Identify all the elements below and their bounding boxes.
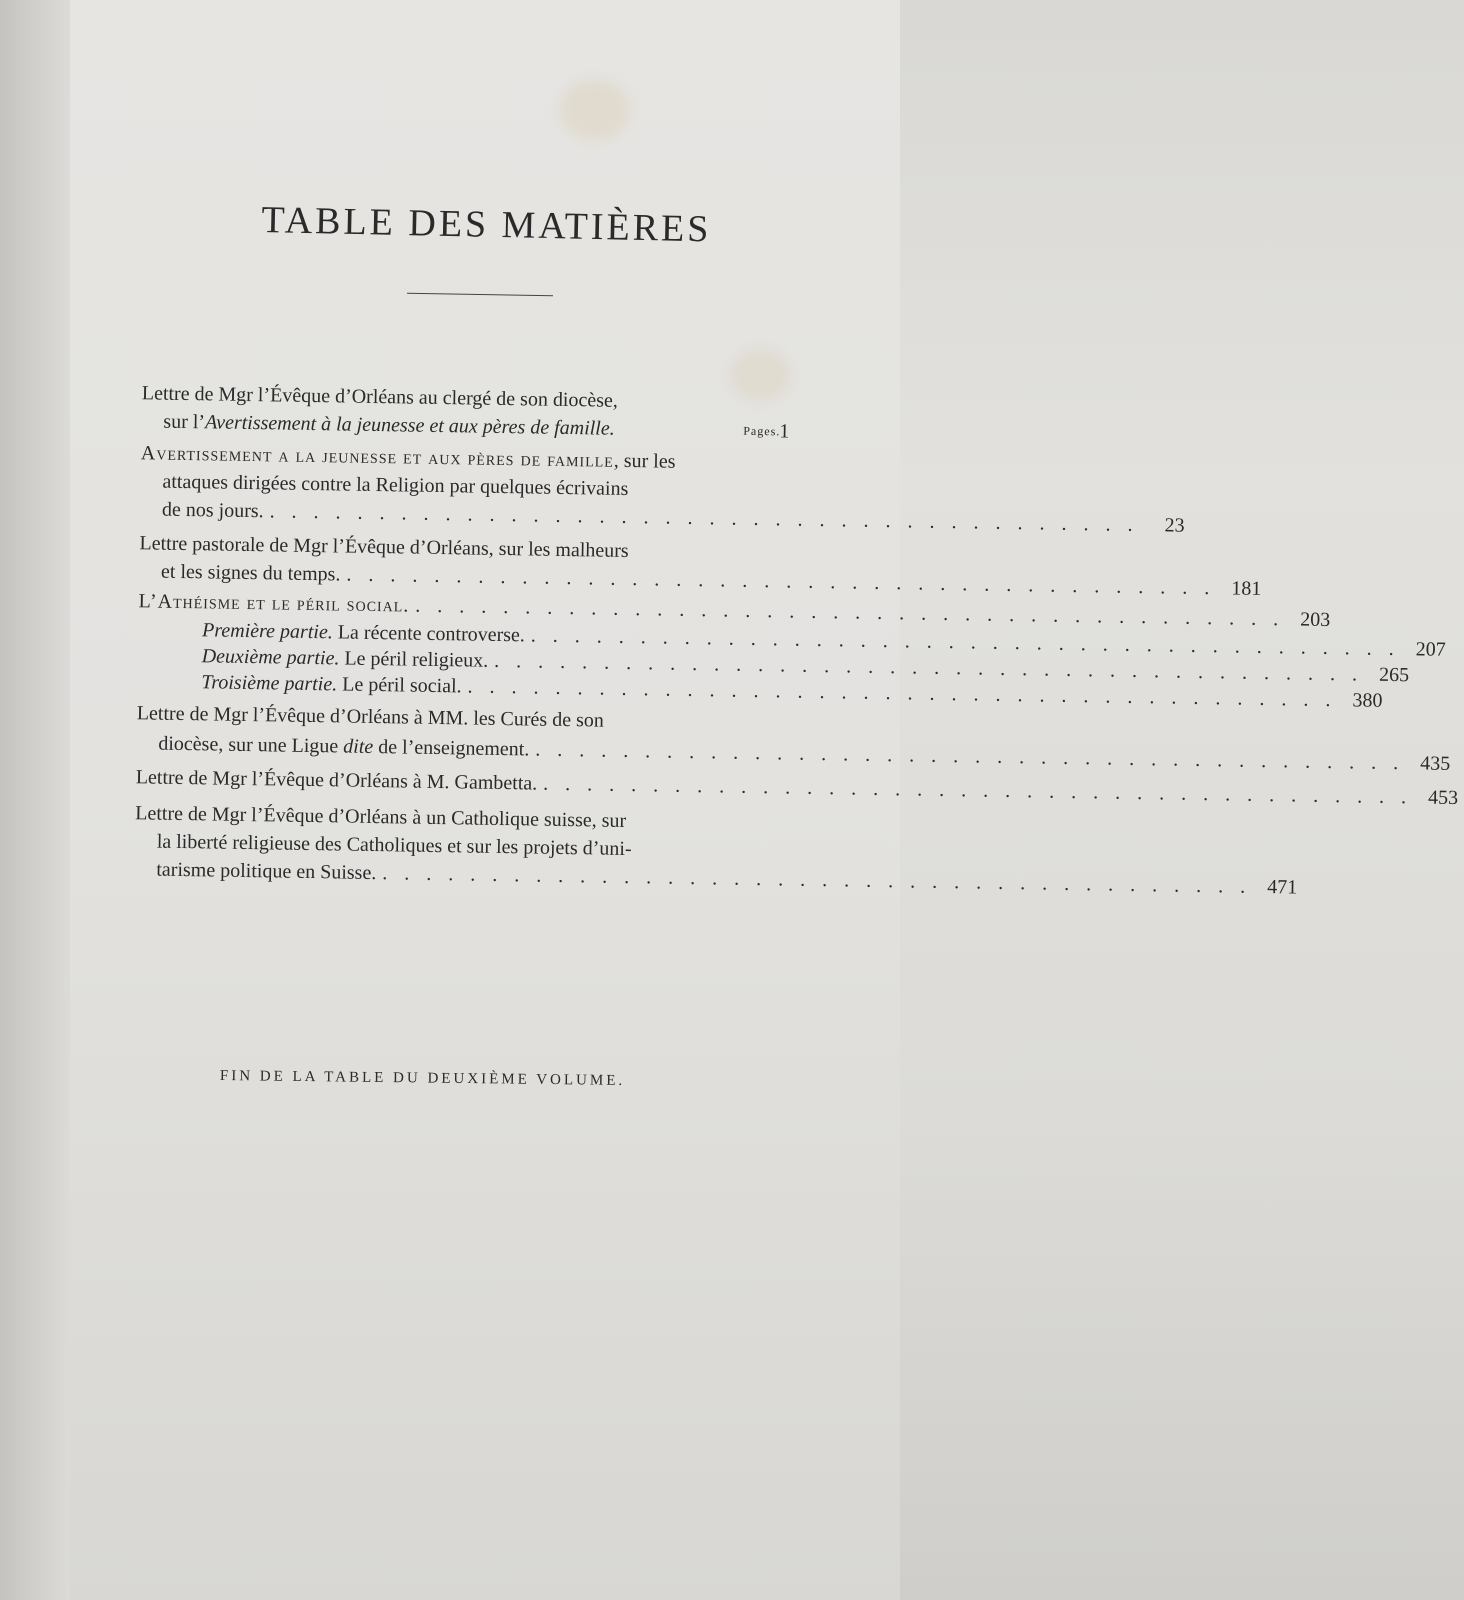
toc-entry-line: Lettre de Mgr l’Évêque d’Orléans au clergé de son diocèse, <box>141 382 619 412</box>
toc-entry-line: diocèse, sur une Ligue dite de l’enseignement. . . . . . . . . . . . . . . . . . . . . . . . . . . . . . . . . . . . . . . . . 435 <box>158 732 1451 775</box>
toc-entry-line: et les signes du temps. . . . . . . . . . . . . . . . . . . . . . . . . . . . . . . . . . . . . . . . . 181 <box>160 560 1262 600</box>
toc-page-number: 203 <box>1300 608 1331 632</box>
toc-entry-line: Deuxième partie. Le péril religieux. . . . . . . . . . . . . . . . . . . . . . . . . . . . . . . . . . . . . . . . . 265 <box>201 645 1410 687</box>
toc-entry-line: Première partie. La récente controverse. . . . . . . . . . . . . . . . . . . . . . . . . . . . . . . . . . . . . . . . . 207 <box>201 619 1446 661</box>
toc-page-number: 207 <box>1415 638 1446 661</box>
toc-entry-line: Lettre de Mgr l’Évêque d’Orléans à M. Gambetta. . . . . . . . . . . . . . . . . . . . . . . . . . . . . . . . . . . . . . . . . 453 <box>135 766 1459 810</box>
toc-page-number: 435 <box>1420 752 1451 775</box>
toc-entry-line: Avertissement a la jeunesse et aux pères de famille, sur les <box>140 442 676 473</box>
toc-page-number: 181 <box>1231 577 1262 600</box>
toc-entry-line: Lettre pastorale de Mgr l’Évêque d’Orléans, sur les malheurs <box>139 532 629 562</box>
table-end-note: FIN DE LA TABLE DU DEUXIÈME VOLUME. <box>219 1068 626 1089</box>
toc-page-number: 1 <box>779 420 790 443</box>
toc-entry-line: Lettre de Mgr l’Évêque d’Orléans à MM. les Curés de son <box>136 702 605 732</box>
toc-page-number: 453 <box>1427 786 1459 810</box>
toc-entry-line: tarisme politique en Suisse. . . . . . . . . . . . . . . . . . . . . . . . . . . . . . . . . . . . . . . . . 471 <box>156 858 1298 899</box>
toc-entry-line: la liberté religieuse des Catholiques et sur les projets d’uni- <box>156 830 632 861</box>
toc-page-number: 265 <box>1378 663 1410 687</box>
toc-entry-line: Troisième partie. Le péril social. . . . . . . . . . . . . . . . . . . . . . . . . . . . . . . . . . . . . . . . . 380 <box>201 671 1383 712</box>
toc-entry-line: L’Athéisme et le péril social. . . . . . . . . . . . . . . . . . . . . . . . . . . . . . . . . . . . . . . . . 203 <box>138 590 1331 632</box>
book-left-edge <box>0 0 70 1600</box>
toc-page-number: 23 <box>1164 514 1185 537</box>
toc-entry-line: Lettre de Mgr l’Évêque d’Orléans à un Catholique suisse, sur <box>135 802 627 832</box>
page-title: TABLE DES MATIÈRES <box>261 198 712 251</box>
toc-page-number: 471 <box>1267 876 1298 899</box>
toc-entry-line: sur l’Avertissement à la jeunesse et aux pères de famille. 1 <box>163 410 790 443</box>
toc-page-number: 380 <box>1352 689 1383 712</box>
pages-column-header: Pages. <box>743 423 781 439</box>
paper-stain <box>560 80 630 140</box>
toc-entry-line: de nos jours. . . . . . . . . . . . . . . . . . . . . . . . . . . . . . . . . . . . . . . . . 23 <box>161 498 1185 537</box>
toc-entry-line: attaques dirigées contre la Religion par quelques écrivains <box>162 470 629 500</box>
